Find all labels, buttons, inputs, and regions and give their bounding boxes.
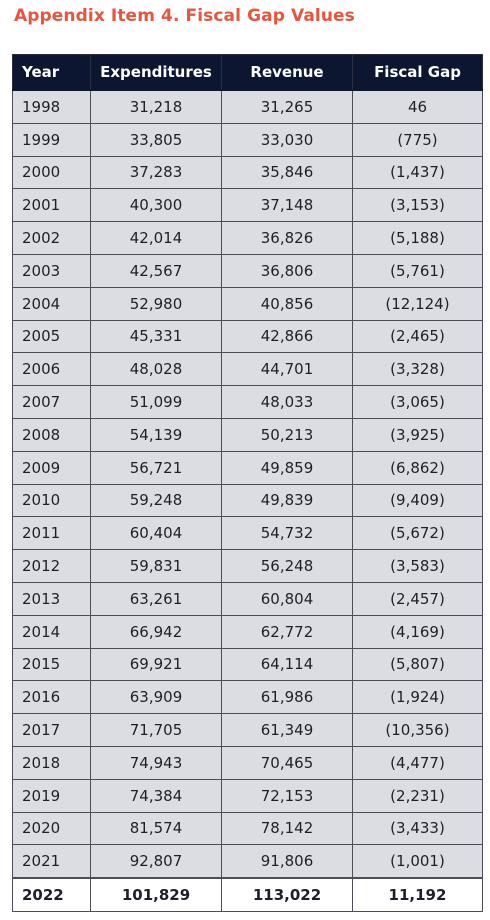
cell-expenditures: 69,921 [91, 648, 222, 681]
column-header-fiscal-gap: Fiscal Gap [353, 55, 483, 91]
cell-expenditures: 66,942 [91, 615, 222, 648]
cell-fiscal-gap: (5,672) [353, 517, 483, 550]
cell-revenue: 36,826 [222, 222, 353, 255]
cell-fiscal-gap: (4,169) [353, 615, 483, 648]
cell-revenue: 62,772 [222, 615, 353, 648]
table-header-row [13, 55, 483, 91]
cell-fiscal-gap: (3,925) [353, 418, 483, 451]
cell-expenditures: 59,831 [91, 550, 222, 583]
cell-revenue: 49,859 [222, 451, 353, 484]
cell-revenue: 72,153 [222, 779, 353, 812]
cell-revenue: 37,148 [222, 189, 353, 222]
cell-revenue: 54,732 [222, 517, 353, 550]
cell-expenditures: 71,705 [91, 714, 222, 747]
table-row [13, 517, 483, 550]
cell-revenue: 113,022 [222, 878, 353, 911]
cell-revenue: 50,213 [222, 418, 353, 451]
cell-fiscal-gap: (6,862) [353, 451, 483, 484]
cell-expenditures: 45,331 [91, 320, 222, 353]
cell-year: 2021 [13, 845, 91, 878]
cell-fiscal-gap: (1,001) [353, 845, 483, 878]
cell-fiscal-gap: 11,192 [353, 878, 483, 911]
cell-expenditures: 40,300 [91, 189, 222, 222]
cell-fiscal-gap: (1,437) [353, 156, 483, 189]
cell-expenditures: 51,099 [91, 386, 222, 419]
cell-fiscal-gap: (3,153) [353, 189, 483, 222]
table-row [13, 254, 483, 287]
cell-year: 2020 [13, 812, 91, 845]
column-header-expenditures: Expenditures [91, 55, 222, 91]
cell-year: 2014 [13, 615, 91, 648]
cell-expenditures: 74,943 [91, 746, 222, 779]
table-row [13, 287, 483, 320]
table-row [13, 681, 483, 714]
cell-year: 2019 [13, 779, 91, 812]
table-row [13, 615, 483, 648]
cell-expenditures: 101,829 [91, 878, 222, 911]
table-row [13, 123, 483, 156]
table-row [13, 189, 483, 222]
table-row [13, 451, 483, 484]
cell-year: 2010 [13, 484, 91, 517]
cell-year: 2007 [13, 386, 91, 419]
table-row [13, 648, 483, 681]
table-row [13, 845, 483, 878]
cell-year: 2018 [13, 746, 91, 779]
table-row [13, 320, 483, 353]
cell-fiscal-gap: (5,761) [353, 254, 483, 287]
cell-revenue: 36,806 [222, 254, 353, 287]
table-row [13, 484, 483, 517]
cell-revenue: 40,856 [222, 287, 353, 320]
cell-year: 2005 [13, 320, 91, 353]
cell-year: 1998 [13, 90, 91, 123]
cell-fiscal-gap: (2,465) [353, 320, 483, 353]
cell-year: 2002 [13, 222, 91, 255]
cell-fiscal-gap: (9,409) [353, 484, 483, 517]
cell-revenue: 60,804 [222, 582, 353, 615]
cell-expenditures: 54,139 [91, 418, 222, 451]
cell-expenditures: 56,721 [91, 451, 222, 484]
fiscal-gap-table [12, 54, 483, 912]
cell-fiscal-gap: (5,807) [353, 648, 483, 681]
cell-expenditures: 48,028 [91, 353, 222, 386]
cell-revenue: 64,114 [222, 648, 353, 681]
cell-year: 2013 [13, 582, 91, 615]
cell-revenue: 78,142 [222, 812, 353, 845]
cell-expenditures: 52,980 [91, 287, 222, 320]
table-row [13, 418, 483, 451]
cell-revenue: 61,986 [222, 681, 353, 714]
cell-expenditures: 74,384 [91, 779, 222, 812]
cell-expenditures: 37,283 [91, 156, 222, 189]
cell-fiscal-gap: (3,328) [353, 353, 483, 386]
cell-expenditures: 42,567 [91, 254, 222, 287]
cell-year: 2008 [13, 418, 91, 451]
cell-year: 2009 [13, 451, 91, 484]
cell-revenue: 91,806 [222, 845, 353, 878]
cell-year: 2006 [13, 353, 91, 386]
cell-year: 1999 [13, 123, 91, 156]
cell-revenue: 49,839 [222, 484, 353, 517]
cell-year: 2017 [13, 714, 91, 747]
cell-expenditures: 33,805 [91, 123, 222, 156]
cell-year: 2016 [13, 681, 91, 714]
table-row [13, 222, 483, 255]
cell-fiscal-gap: (12,124) [353, 287, 483, 320]
cell-expenditures: 63,261 [91, 582, 222, 615]
cell-expenditures: 60,404 [91, 517, 222, 550]
cell-revenue: 70,465 [222, 746, 353, 779]
table-row [13, 582, 483, 615]
cell-fiscal-gap: (775) [353, 123, 483, 156]
table-row [13, 746, 483, 779]
cell-expenditures: 31,218 [91, 90, 222, 123]
cell-year: 2012 [13, 550, 91, 583]
cell-revenue: 35,846 [222, 156, 353, 189]
cell-revenue: 33,030 [222, 123, 353, 156]
cell-revenue: 48,033 [222, 386, 353, 419]
cell-fiscal-gap: (2,457) [353, 582, 483, 615]
cell-fiscal-gap: (4,477) [353, 746, 483, 779]
cell-expenditures: 42,014 [91, 222, 222, 255]
cell-year: 2004 [13, 287, 91, 320]
column-header-year: Year [13, 55, 91, 91]
table-row [13, 714, 483, 747]
cell-fiscal-gap: (3,433) [353, 812, 483, 845]
cell-revenue: 31,265 [222, 90, 353, 123]
page-title: Appendix Item 4. Fiscal Gap Values [14, 6, 355, 26]
cell-year: 2000 [13, 156, 91, 189]
table-row [13, 353, 483, 386]
cell-year: 2011 [13, 517, 91, 550]
table-row [13, 90, 483, 123]
table-row [13, 812, 483, 845]
cell-fiscal-gap: (1,924) [353, 681, 483, 714]
cell-expenditures: 92,807 [91, 845, 222, 878]
cell-year: 2015 [13, 648, 91, 681]
cell-revenue: 44,701 [222, 353, 353, 386]
cell-fiscal-gap: (10,356) [353, 714, 483, 747]
table-row-total [13, 878, 483, 911]
cell-year: 2001 [13, 189, 91, 222]
table-row [13, 550, 483, 583]
table-row [13, 779, 483, 812]
cell-year: 2022 [13, 878, 91, 911]
cell-fiscal-gap: (3,065) [353, 386, 483, 419]
cell-revenue: 61,349 [222, 714, 353, 747]
cell-expenditures: 59,248 [91, 484, 222, 517]
cell-expenditures: 81,574 [91, 812, 222, 845]
table-row [13, 386, 483, 419]
cell-fiscal-gap: (5,188) [353, 222, 483, 255]
cell-year: 2003 [13, 254, 91, 287]
cell-revenue: 56,248 [222, 550, 353, 583]
cell-fiscal-gap: (2,231) [353, 779, 483, 812]
cell-expenditures: 63,909 [91, 681, 222, 714]
column-header-revenue: Revenue [222, 55, 353, 91]
cell-revenue: 42,866 [222, 320, 353, 353]
cell-fiscal-gap: 46 [353, 90, 483, 123]
table-row [13, 156, 483, 189]
cell-fiscal-gap: (3,583) [353, 550, 483, 583]
